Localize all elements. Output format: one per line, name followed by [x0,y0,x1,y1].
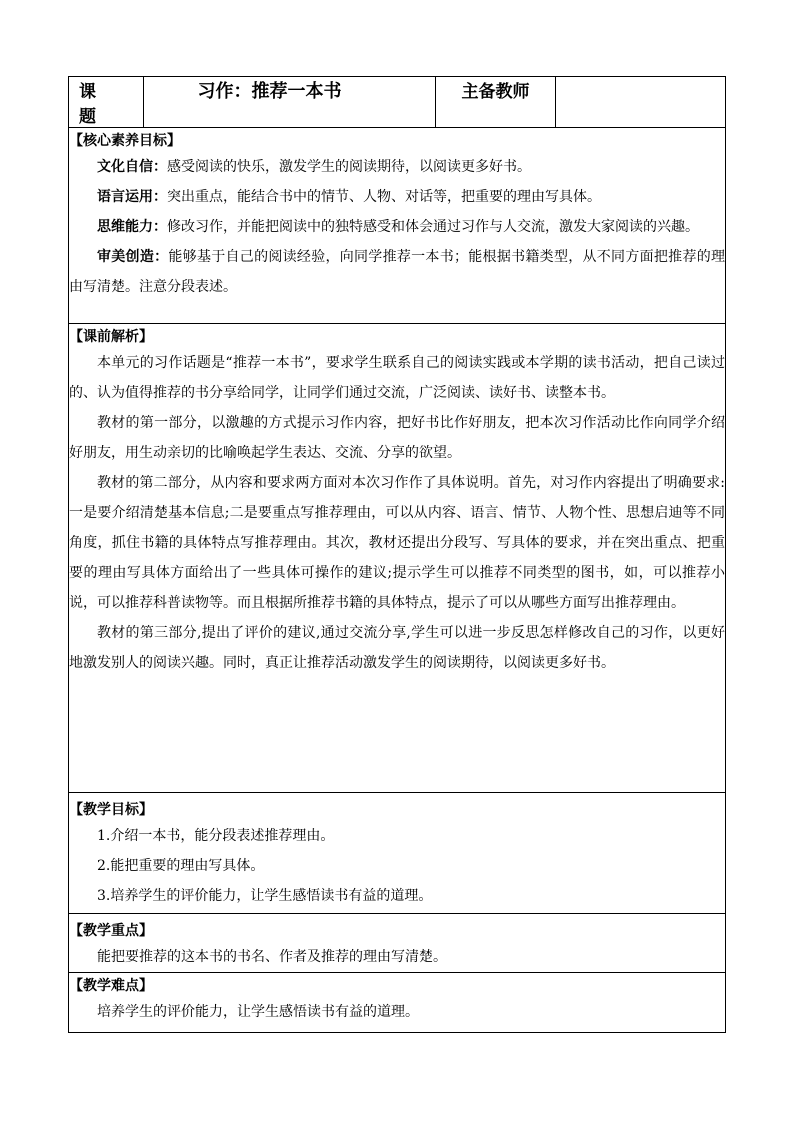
teaching-goal-item: 2.能把重要的理由写具体。 [97,858,265,874]
teacher-label: 主备教师 [436,77,556,128]
teaching-goals-section [69,793,726,914]
core-goals-row [69,128,726,324]
difficulties-row [69,973,726,1033]
core-goal-text: 修改习作，并能把阅读中的独特感受和体会通过习作与人交流，激发大家阅读的兴趣。 [167,219,699,235]
analysis-paragraph: 本单元的习作话题是“推荐一本书”，要求学生联系自己的阅读实践或本学期的读书活动，把自己读过的、认为值得推荐的书分享给同学，让同学们通过交流，广泛阅读、读好书、读整本书。 [69,355,725,401]
core-goals-section [69,128,726,324]
core-goal-text: 突出重点，能结合书中的情节、人物、对话等，把重要的理由写具体。 [167,189,601,205]
difficulties-text: 培养学生的评价能力，让学生感悟读书有益的道理。 [97,1004,419,1020]
core-goals-heading: 【核心素养目标】 [69,133,181,149]
core-goal-item [69,242,725,302]
core-goal-label: 文化自信： [97,159,167,175]
difficulties-heading: 【教学难点】 [69,978,153,994]
core-goal-item [69,212,725,242]
analysis-section [69,324,726,793]
core-goal-label: 语言运用： [97,189,167,205]
topic-label: 课题 [69,77,144,128]
teacher-value [556,77,726,128]
topic-value: 习作：推荐一本书 [144,77,436,128]
core-goal-text: 能够基于自己的阅读经验，向同学推荐一本书；能根据书籍类型，从不同方面把推荐的理由写清楚。注意分段表述。 [69,249,726,295]
key-points-heading: 【教学重点】 [69,923,153,939]
teaching-goals-row [69,793,726,914]
lesson-plan-page [68,76,725,1033]
key-points-row [69,914,726,973]
teaching-goal-item: 1.介绍一本书，能分段表述推荐理由。 [97,828,335,844]
difficulties-section [69,973,726,1033]
header-row [69,77,726,128]
teaching-goals-heading: 【教学目标】 [69,802,153,818]
key-points-section [69,914,726,973]
core-goal-text: 感受阅读的快乐，激发学生的阅读期待，以阅读更多好书。 [167,159,531,175]
key-points-text: 能把要推荐的这本书的书名、作者及推荐的理由写清楚。 [97,949,447,965]
core-goal-label: 审美创造： [97,249,169,265]
lesson-plan-table [68,76,726,1033]
analysis-paragraph: 教材的第三部分,提出了评价的建议,通过交流分享,学生可以进一步反思怎样修改自己的习作，以更好地激发别人的阅读兴趣。同时，真正让推荐活动激发学生的阅读期待，以阅读更多好书。 [69,625,725,671]
analysis-row [69,324,726,793]
analysis-paragraph: 教材的第二部分，从内容和要求两方面对本次习作作了具体说明。首先，对习作内容提出了明确要求:一是要介绍清楚基本信息;二是要重点写推荐理由，可以从内容、语言、情节、人物个性、思想启迪等不同角度，抓住书籍的具体特点写推荐理由。其次，教材还提出分段写、写具体的要求，并在突出重点、把重要的理由写具体方面给出了一些具体可操作的建议;提示学生可以推荐不同类型的图书，如，可以推荐小说，可以推荐科普读物等。而且根据所推荐书籍的具体特点，提示了可以从哪些方面写出推荐理由。 [69,475,725,611]
teaching-goal-item: 3.培养学生的评价能力，让学生感悟读书有益的道理。 [97,888,433,904]
analysis-paragraph: 教材的第一部分，以激趣的方式提示习作内容，把好书比作好朋友，把本次习作活动比作向同学介绍好朋友，用生动亲切的比喻唤起学生表达、交流、分享的欲望。 [69,415,725,461]
core-goal-item [69,152,725,182]
core-goal-item [69,182,725,212]
core-goal-label: 思维能力： [97,219,167,235]
analysis-heading: 【课前解析】 [69,329,153,345]
